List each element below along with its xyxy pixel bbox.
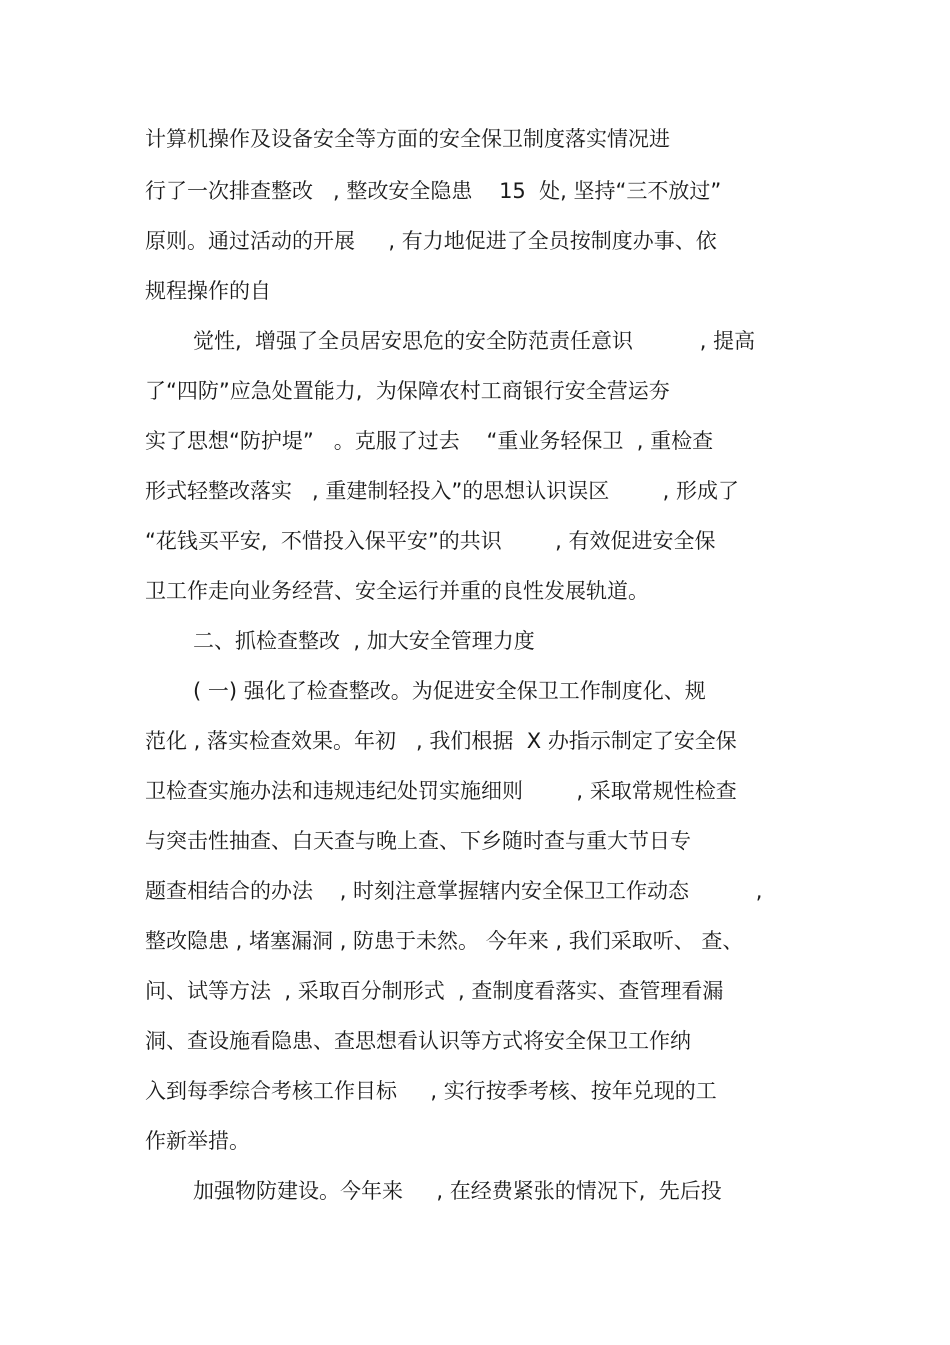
body-text-line: 实了思想“防护堤” 。克服了过去 “重业务轻保卫 , 重检查 xyxy=(145,429,714,453)
body-text-line: 范化 , 落实检查效果。年初 , 我们根据 X 办指示制定了安全保 xyxy=(145,729,737,753)
body-text-line: 整改隐患 , 堵塞漏洞 , 防患于未然。 今年来 , 我们采取听、 查、 xyxy=(145,929,744,953)
body-text-line: “花钱买平安, 不惜投入保平安”的共识 , 有效促进安全保 xyxy=(145,529,716,553)
body-text-line: 形式轻整改落实 , 重建制轻投入”的思想认识误区 , 形成了 xyxy=(145,479,740,503)
body-text-line: 题查相结合的办法 , 时刻注意掌握辖内安全保卫工作动态 , xyxy=(145,879,763,903)
body-text-line: 洞、查设施看隐患、查思想看认识等方式将安全保卫工作纳 xyxy=(145,1029,691,1053)
body-text-line: 入到每季综合考核工作目标 , 实行按季考核、按年兑现的工 xyxy=(145,1079,717,1103)
body-text-line: 原则。通过活动的开展 , 有力地促进了全员按制度办事、依 xyxy=(145,229,717,253)
body-text-line: 卫工作走向业务经营、安全运行并重的良性发展轨道。 xyxy=(145,579,649,603)
body-text-line: ( 一) 强化了检查整改。为促进安全保卫工作制度化、规 xyxy=(193,679,706,703)
body-text-line: 作新举措。 xyxy=(145,1129,250,1153)
body-text-line: 与突击性抽查、白天查与晚上查、下乡随时查与重大节日专 xyxy=(145,829,691,853)
section-heading: 二、抓检查整改 , 加大安全管理力度 xyxy=(193,629,535,653)
body-text-line: 行了一次排查整改 , 整改安全隐患 15 处, 坚持“三不放过” xyxy=(145,179,722,203)
body-text-line: 计算机操作及设备安全等方面的安全保卫制度落实情况进 xyxy=(145,127,670,151)
body-text-line: 了“四防”应急处置能力, 为保障农村工商银行安全营运夯 xyxy=(145,379,670,403)
body-text-line: 觉性, 增强了全员居安思危的安全防范责任意识 , 提高 xyxy=(193,329,756,353)
body-text-line: 问、试等方法 , 采取百分制形式 , 查制度看落实、查管理看漏 xyxy=(145,979,724,1003)
body-text-line: 加强物防建设。今年来 , 在经费紧张的情况下, 先后投 xyxy=(193,1179,722,1203)
body-text-line: 规程操作的自 xyxy=(145,279,271,303)
body-text-line: 卫检查实施办法和违规违纪处罚实施细则 , 采取常规性检查 xyxy=(145,779,737,803)
